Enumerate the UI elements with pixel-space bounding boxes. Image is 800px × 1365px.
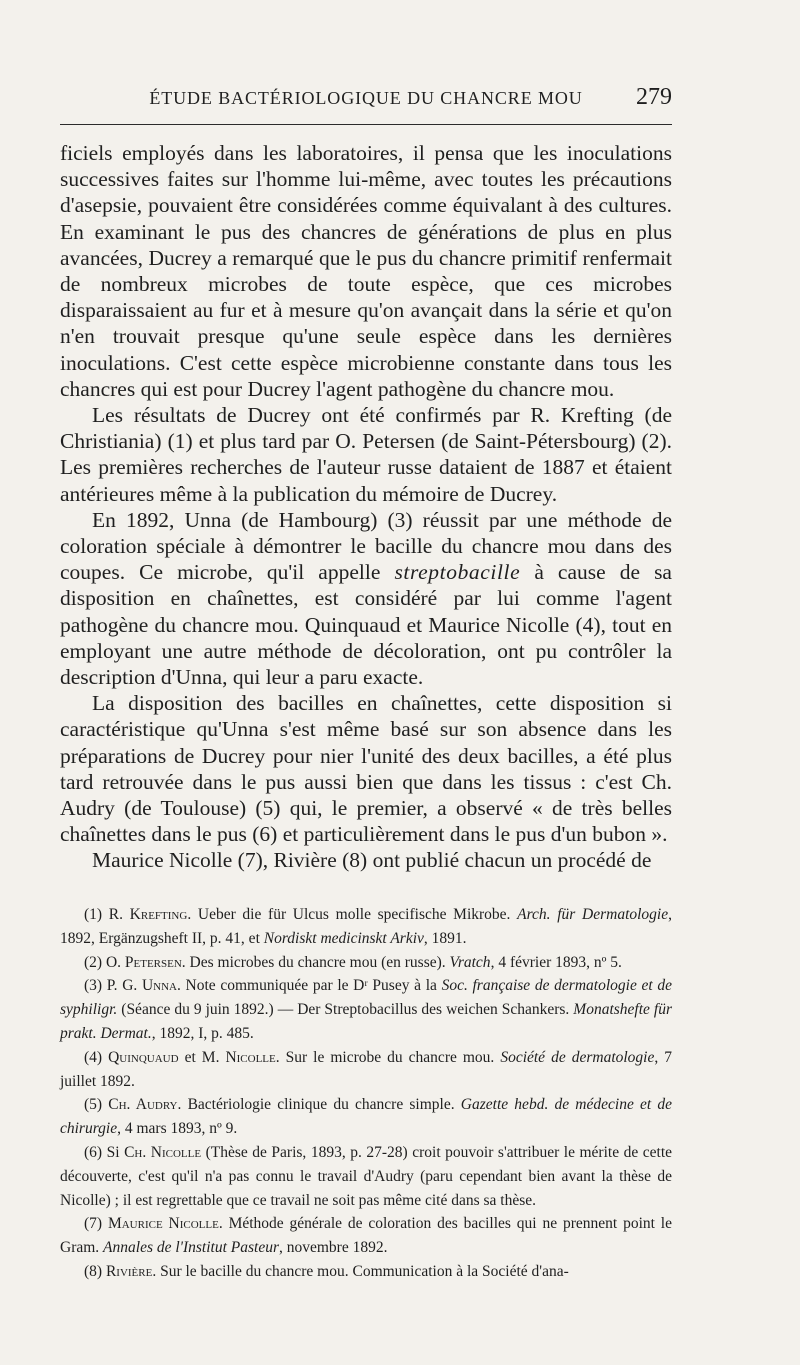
- footnote-7: [60, 1212, 672, 1260]
- footnotes: [60, 903, 672, 1284]
- footnote-text: (Séance du 9 juin 1892.) — Der Streptobacillus des weichen Schankers.: [117, 1001, 574, 1019]
- paragraph: La disposition des bacilles en chaînettes, cette disposition si caractéristique qu'Unna s'est même basé sur son absence dans les préparations de Ducrey pour nier l'unité des deux bacilles, a été plus tard retrouvée dans le pus aussi bien que dans les tissus : c'est Ch. Audry (de Toulouse) (5) qui, le premier, a observé « de très belles chaînettes dans le pus (6) et particulièrement dans le pus d'un bubon ».: [60, 691, 672, 847]
- page-header: [60, 84, 672, 114]
- footnote-number: (4): [84, 1048, 109, 1066]
- footnote-number: (6) Si: [84, 1143, 125, 1161]
- footnote-5: [60, 1093, 672, 1141]
- footnote-author: R. Krefting: [108, 906, 188, 923]
- paragraph: ficiels employés dans les laboratoires, il pensa que les inoculations successives faites sur l'homme lui-même, avec toutes les précautions d'asepsie, pouvaient être considérées comme équivalant à des cultures. En examinant le pus des chancres de générations de plus en plus avancées, Ducrey a remarqué que le pus du chancre primitif renfermait de nombreux microbes de toute espèce, que ces microbes disparaissaient au fur et à mesure qu'on avançait dans la série et qu'on n'en trouvait presque qu'une seule espèce dans les dernières inoculations. C'est cette espèce microbienne constante dans tous les chancres qui est pour Ducrey l'agent pathogène du chancre mou.: [60, 141, 672, 401]
- paragraph: Maurice Nicolle (7), Rivière (8) ont publié chacun un procédé de: [92, 848, 652, 873]
- footnote-6: [60, 1141, 672, 1212]
- footnote-1: [60, 903, 672, 951]
- main-text: [60, 140, 672, 874]
- footnote-4: [60, 1046, 672, 1094]
- footnote-text: , 4 février 1893, nº 5.: [490, 953, 622, 971]
- paragraph: Les résultats de Ducrey ont été confirmés par R. Krefting (de Christiania) (1) et plus tard par O. Petersen (de Saint-Pétersbourg) (2). Les premières recherches de l'auteur russe dataient de 1887 et étaient antérieures même à la publication du mémoire de Ducrey.: [60, 403, 672, 506]
- footnote-text: . Sur le microbe du chancre mou.: [275, 1048, 501, 1066]
- footnote-author: O. Petersen: [105, 953, 182, 971]
- footnote-text: . Note communiquée par le Dʳ Pusey à la: [177, 977, 442, 995]
- footnote-author: Ch. Nicolle: [124, 1143, 202, 1161]
- footnote-title: Vratch: [449, 953, 491, 971]
- text-run: à cause de sa disposition en chaînettes, est considéré par lui comme l'agent pathogène du chancre mou. Quinquaud et Maurice Nicolle (4), tout en employant une autre méthode de décoloration, ont pu contrôler la description d'Unna, qui leur a paru exacte.: [60, 560, 672, 690]
- footnote-title: Nordiskt medicinskt Arkiv: [263, 929, 424, 947]
- header-rule: [60, 124, 672, 125]
- text-run: En 1892, Unna (de Hambourg) (3) réussit par une méthode de coloration spéciale à démontrer le bacille du chancre mou dans des coupes. Ce microbe, qu'il appelle: [60, 507, 672, 585]
- footnote-3: [60, 974, 672, 1045]
- footnote-author: M. Nicolle: [201, 1048, 276, 1066]
- footnote-text: . Des microbes du chancre mou (en russe).: [181, 953, 450, 971]
- footnote-text: (Thèse de Paris, 1893, p. 27-28) croit pouvoir s'attribuer le mérite de cette découverte, c'est qu'il n'a pas connu le travail d'Audry (paru cependant bien avant la thèse de Nicolle) ; il est regrettable que ce travail ne soit pas même cité dans sa thèse.: [60, 1143, 673, 1209]
- paragraph: [60, 507, 672, 690]
- footnote-number: (8): [84, 1262, 106, 1280]
- footnote-8: [60, 1260, 672, 1284]
- running-title: ÉTUDE BACTÉRIOLOGIQUE DU CHANCRE MOU: [149, 88, 583, 108]
- footnote-2: [60, 951, 672, 975]
- footnote-title: Soc. française de dermatologie et de syphiligr.: [60, 977, 672, 1019]
- footnote-text: , 4 mars 1893, nº 9.: [117, 1120, 238, 1138]
- footnote-author: Rivière: [105, 1262, 153, 1280]
- footnote-author: P. G. Unna: [106, 977, 177, 995]
- footnote-text: et: [178, 1048, 202, 1066]
- footnote-number: (3): [84, 977, 107, 995]
- italic-term: streptobacille: [394, 560, 521, 585]
- footnote-number: (2): [84, 953, 106, 971]
- footnote-title: Société de dermatologie: [500, 1048, 655, 1066]
- footnote-title: Gazette hebd. de médecine et de chirurgie: [60, 1096, 672, 1138]
- footnote-title: Monatshefte für prakt. Dermat.: [60, 1001, 672, 1042]
- footnote-title: Arch. für Dermatologie: [517, 906, 669, 923]
- footnote-text: , 1892, I, p. 485.: [151, 1024, 254, 1042]
- footnote-author: Quinquaud: [108, 1048, 179, 1066]
- footnote-author: Maurice Nicolle: [107, 1215, 219, 1233]
- footnote-text: . Ueber die für Ulcus molle specifische Mikrobe.: [187, 906, 518, 923]
- footnote-number: (7): [84, 1215, 108, 1233]
- footnote-text: , novembre 1892.: [279, 1239, 388, 1257]
- footnote-number: (1): [84, 906, 109, 923]
- footnote-text: , 7 juillet 1892.: [60, 1048, 673, 1090]
- footnote-number: (5): [84, 1096, 109, 1114]
- footnote-title: Annales de l'Institut Pasteur: [103, 1239, 279, 1257]
- footnote-text: , 1892, Ergänzugsheft II, p. 41, et: [60, 906, 672, 947]
- footnote-author: Ch. Audry: [108, 1096, 178, 1114]
- footnote-text: . Sur le bacille du chancre mou. Communication à la Société d'ana-: [152, 1262, 569, 1280]
- page-number: 279: [636, 84, 672, 110]
- footnote-text: , 1891.: [423, 929, 467, 947]
- footnote-text: . Bactériologie clinique du chancre simple.: [177, 1096, 461, 1114]
- footnote-text: . Méthode générale de coloration des bacilles qui ne prennent point le Gram.: [60, 1215, 672, 1257]
